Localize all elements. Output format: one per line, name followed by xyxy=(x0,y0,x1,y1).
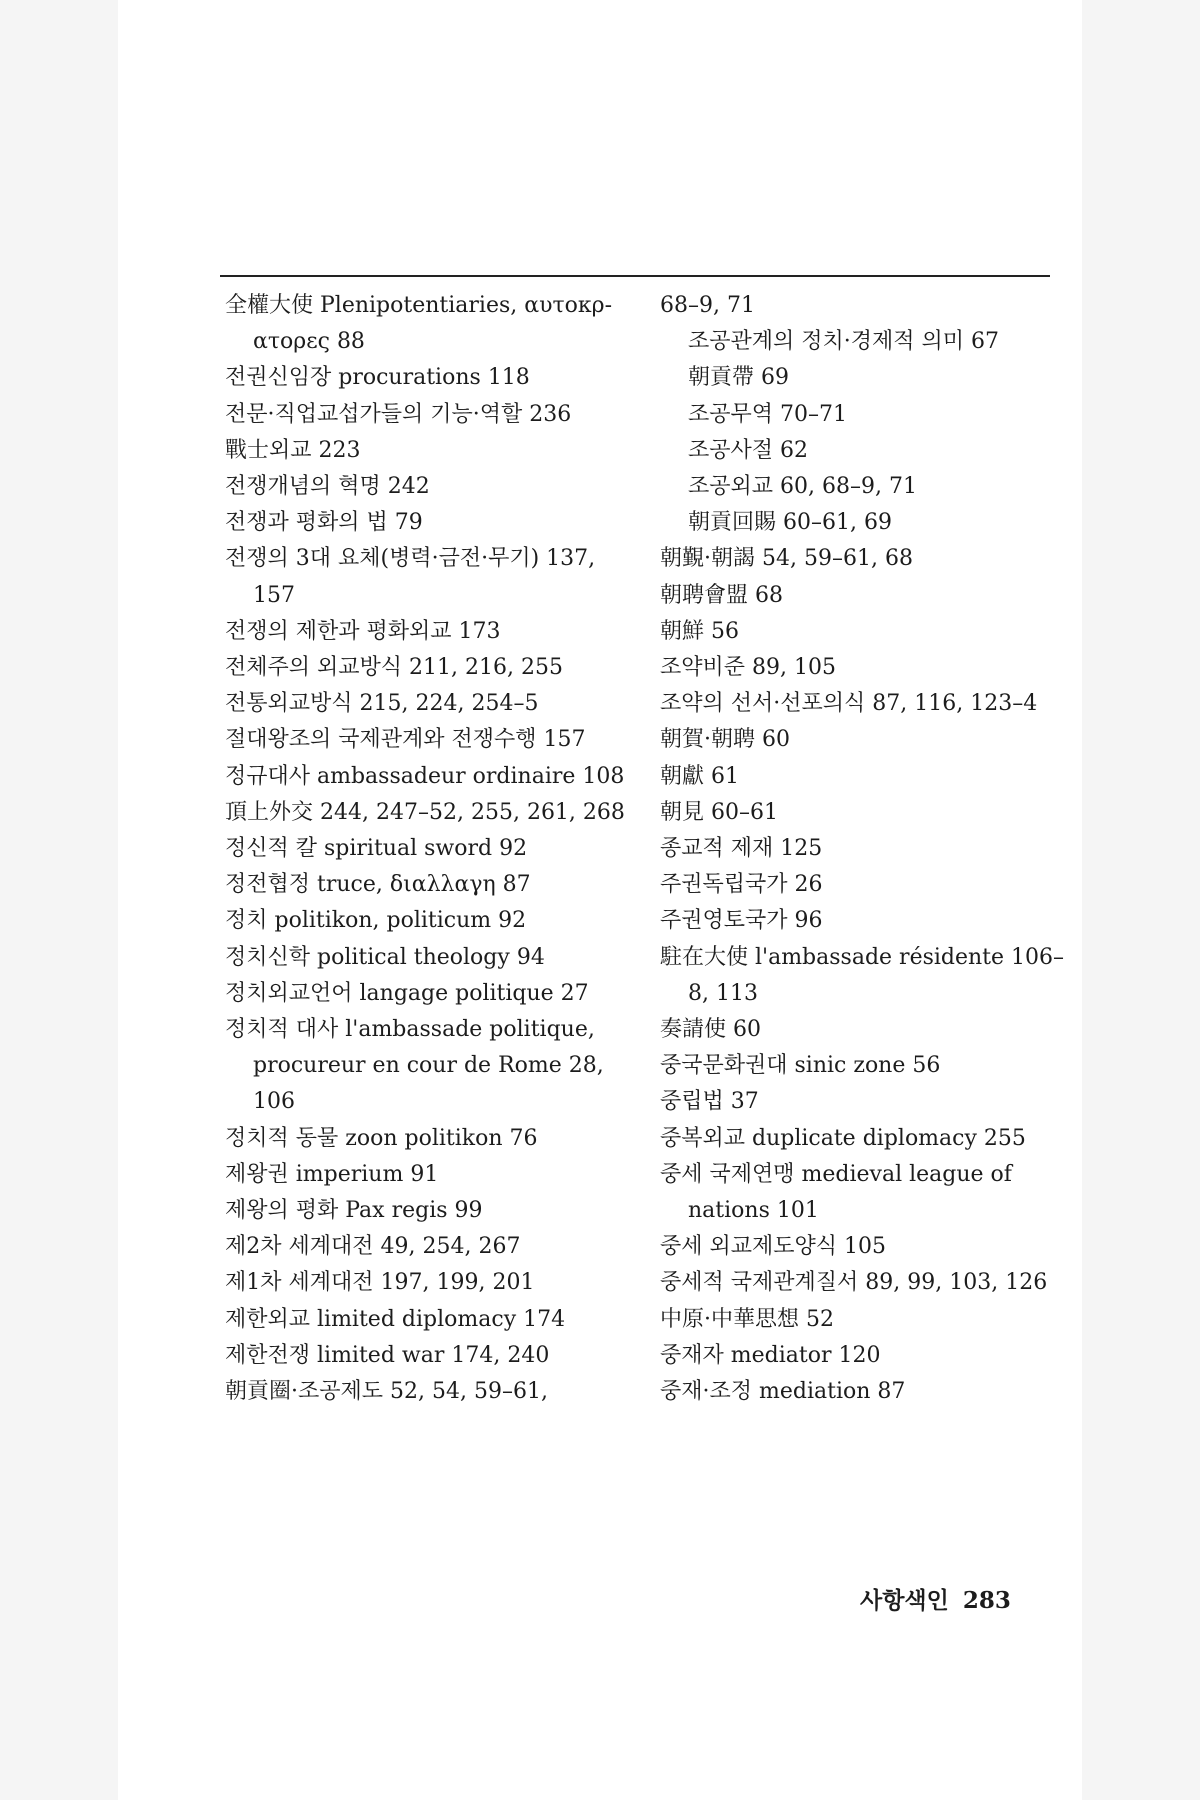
index-entry xyxy=(660,759,1080,795)
index-entry xyxy=(225,288,635,360)
index-term: 朝賀·朝聘 xyxy=(660,727,755,753)
index-term: 전쟁과 평화의 법 xyxy=(225,510,388,536)
index-pages: 125 xyxy=(780,836,823,862)
index-term: 奏請使 xyxy=(660,1017,727,1043)
index-entry xyxy=(225,831,635,867)
index-term: 주권독립국가 xyxy=(660,872,788,898)
index-term: 朝貢回賜 xyxy=(688,510,777,536)
index-entry xyxy=(660,541,1080,577)
index-term: 戰士외교 xyxy=(225,437,312,463)
index-entry xyxy=(225,940,635,976)
index-term: 제1차 세계대전 xyxy=(225,1270,374,1296)
index-pages: 61 xyxy=(711,763,740,789)
index-entry xyxy=(225,1193,635,1229)
index-pages: 101 xyxy=(776,1198,819,1224)
index-entry xyxy=(660,650,1080,686)
index-pages: 197, 199, 201 xyxy=(380,1270,535,1296)
index-entry xyxy=(225,360,635,396)
index-term: 中原·中華思想 xyxy=(660,1306,799,1332)
index-pages: 76 xyxy=(509,1125,538,1151)
index-entry xyxy=(660,469,1080,505)
index-entry xyxy=(225,1229,635,1265)
index-term: 중세적 국제관계질서 xyxy=(660,1270,859,1296)
index-pages: 37 xyxy=(730,1089,759,1115)
index-entry xyxy=(660,1121,1080,1157)
index-pages: 60, 68–9, 71 xyxy=(780,474,917,500)
index-term: 정치적 동물 zoon politikon xyxy=(225,1125,503,1151)
index-entry xyxy=(660,722,1080,758)
index-pages: 92 xyxy=(498,908,527,934)
index-term: 중국문화권대 sinic zone xyxy=(660,1053,906,1079)
index-entry xyxy=(660,1012,1080,1048)
index-pages: 70–71 xyxy=(780,401,848,427)
index-term: 제한전쟁 limited war xyxy=(225,1342,445,1368)
index-pages: 91 xyxy=(410,1161,439,1187)
index-entry xyxy=(660,1265,1080,1301)
index-entry xyxy=(225,903,635,939)
index-entry xyxy=(660,1374,1080,1410)
index-pages: 211, 216, 255 xyxy=(409,655,563,681)
index-pages: 26 xyxy=(794,872,823,898)
index-pages: 223 xyxy=(318,437,361,463)
index-pages: 67 xyxy=(971,329,1000,355)
index-pages: 27 xyxy=(560,980,589,1006)
index-pages: 96 xyxy=(794,908,823,934)
index-term: 정신적 칼 spiritual sword xyxy=(225,836,493,862)
index-pages: 242 xyxy=(387,474,430,500)
index-entry xyxy=(660,1302,1080,1338)
index-pages: 54, 59–61, 68 xyxy=(762,546,913,572)
index-term: 全權大使 Plenipotentiaries, αυτοκρ-ατορες xyxy=(225,293,613,355)
index-term: 제왕의 평화 Pax regis xyxy=(225,1198,448,1224)
index-pages: 87, 116, 123–4 xyxy=(872,691,1038,717)
index-pages: 87 xyxy=(877,1379,906,1405)
index-entry xyxy=(660,795,1080,831)
index-term: 정규대사 ambassadeur ordinaire xyxy=(225,763,576,789)
index-term: 중세 외교제도양식 xyxy=(660,1234,838,1260)
index-term: 조약의 선서·선포의식 xyxy=(660,691,866,717)
index-pages: 157 xyxy=(543,727,586,753)
index-entry xyxy=(660,505,1080,541)
index-pages: 99 xyxy=(454,1198,483,1224)
index-pages: 244, 247–52, 255, 261, 268 xyxy=(320,799,625,825)
index-pages: 105 xyxy=(844,1234,887,1260)
running-title: 사항색인 xyxy=(860,1587,949,1614)
index-entry xyxy=(660,1048,1080,1084)
index-pages: 60–61 xyxy=(711,799,779,825)
index-term: 정치외교언어 langage politique xyxy=(225,980,554,1006)
index-pages: 173 xyxy=(458,618,501,644)
index-entry xyxy=(660,1338,1080,1374)
index-pages: 255 xyxy=(983,1125,1026,1151)
index-term: 전쟁의 제한과 평화외교 xyxy=(225,618,452,644)
index-entry xyxy=(225,759,635,795)
index-pages: 52 xyxy=(806,1306,834,1332)
index-entry xyxy=(660,433,1080,469)
index-pages: 174 xyxy=(523,1306,566,1332)
index-pages: 79 xyxy=(394,510,423,536)
index-entry xyxy=(660,831,1080,867)
index-term: 조공사절 xyxy=(688,437,774,463)
index-pages: 49, 254, 267 xyxy=(380,1234,521,1260)
index-column-right xyxy=(660,288,1080,1410)
index-pages: 106–8, 113 xyxy=(688,944,1065,1006)
index-pages: 68 xyxy=(755,582,784,608)
index-pages: 236 xyxy=(529,401,572,427)
index-term: 朝鮮 xyxy=(660,618,705,644)
index-entry xyxy=(225,505,635,541)
index-pages: 137, 157 xyxy=(253,546,596,608)
index-entry xyxy=(225,1012,635,1121)
index-term: 절대왕조의 국제관계와 전쟁수행 xyxy=(225,727,537,753)
index-term: 조공외교 xyxy=(688,474,774,500)
index-pages: 94 xyxy=(516,944,545,970)
index-entry xyxy=(225,722,635,758)
index-entry xyxy=(660,360,1080,396)
index-entry xyxy=(225,1338,635,1374)
index-entry xyxy=(660,324,1080,360)
index-pages: 88 xyxy=(336,329,365,355)
index-entry xyxy=(225,1265,635,1301)
index-entry xyxy=(225,433,635,469)
index-term: 중재자 mediator xyxy=(660,1342,832,1368)
index-pages: 120 xyxy=(838,1342,881,1368)
index-term: 중재·조정 mediation xyxy=(660,1379,871,1405)
index-pages: 89, 99, 103, 126 xyxy=(865,1270,1048,1296)
index-term: 정치 politikon, politicum xyxy=(225,908,492,934)
index-entry xyxy=(225,1374,635,1410)
index-entry xyxy=(225,650,635,686)
page-footer xyxy=(860,1582,1011,1615)
index-term: 朝貢圈·조공제도 xyxy=(225,1379,384,1405)
index-entry xyxy=(660,1157,1080,1229)
index-term: 전쟁의 3대 요체(병력·금전·무기) xyxy=(225,546,540,572)
index-term: 중세 국제연맹 medieval league of nations xyxy=(660,1161,1012,1224)
index-pages: 56 xyxy=(912,1053,941,1079)
index-pages: 215, 224, 254–5 xyxy=(359,691,539,717)
index-pages: 69 xyxy=(761,365,790,391)
index-entry xyxy=(660,903,1080,939)
index-term: 朝聘會盟 xyxy=(660,582,749,608)
index-term: 전문·직업교섭가들의 기능·역할 xyxy=(225,401,523,427)
index-term: 정치신학 political theology xyxy=(225,944,510,970)
index-term: 종교적 제재 xyxy=(660,836,774,862)
index-pages: 52, 54, 59–61, xyxy=(390,1379,548,1405)
index-term: 조공무역 xyxy=(688,401,774,427)
index-entry xyxy=(225,686,635,722)
index-term: 駐在大使 l'ambassade résidente xyxy=(660,944,1005,970)
index-pages: 62 xyxy=(780,437,809,463)
index-entry xyxy=(225,867,635,903)
index-entry xyxy=(660,288,1080,324)
index-term: 朝見 xyxy=(660,799,705,825)
index-entry xyxy=(225,614,635,650)
index-term: 朝覲·朝謁 xyxy=(660,546,755,572)
index-entry xyxy=(660,614,1080,650)
index-entry xyxy=(225,1157,635,1193)
index-pages: 28, 106 xyxy=(253,1053,604,1115)
index-pages: 92 xyxy=(499,836,528,862)
index-entry xyxy=(660,578,1080,614)
top-rule xyxy=(220,275,1050,277)
index-pages: 174, 240 xyxy=(451,1342,550,1368)
index-pages: 68–9, 71 xyxy=(660,293,755,318)
index-entry xyxy=(660,686,1080,722)
index-entry xyxy=(225,1121,635,1157)
index-term: 朝獻 xyxy=(660,763,705,789)
index-term: 조약비준 xyxy=(660,655,746,681)
index-term: 전체주의 외교방식 xyxy=(225,655,403,681)
index-entry xyxy=(660,1229,1080,1265)
index-term: 朝貢帶 xyxy=(688,365,755,391)
index-entry xyxy=(660,867,1080,903)
index-term: 정치적 대사 l'ambassade politique, procureur en cour de Rome xyxy=(225,1017,595,1079)
index-pages: 60 xyxy=(733,1017,762,1043)
index-pages: 87 xyxy=(502,872,531,898)
index-entry xyxy=(660,397,1080,433)
page-number: 283 xyxy=(962,1587,1011,1614)
index-term: 중립법 xyxy=(660,1089,724,1115)
index-term: 전쟁개념의 혁명 xyxy=(225,474,381,500)
index-term: 주권영토국가 xyxy=(660,908,788,934)
index-pages: 118 xyxy=(487,365,530,391)
index-term: 중복외교 duplicate diplomacy xyxy=(660,1125,977,1151)
index-entry xyxy=(225,469,635,505)
index-entry xyxy=(225,541,635,613)
index-term: 제한외교 limited diplomacy xyxy=(225,1306,517,1332)
index-pages: 56 xyxy=(711,618,740,644)
index-pages: 60 xyxy=(762,727,790,753)
index-term: 전권신임장 procurations xyxy=(225,365,481,391)
index-pages: 89, 105 xyxy=(752,655,836,681)
index-entry xyxy=(225,397,635,433)
index-entry xyxy=(660,1084,1080,1120)
index-term: 정전협정 truce, διαλλαγη xyxy=(225,872,496,898)
index-pages: 108 xyxy=(582,763,625,789)
index-entry xyxy=(225,1302,635,1338)
index-term: 전통외교방식 xyxy=(225,691,353,717)
index-pages: 60–61, 69 xyxy=(783,510,892,536)
index-column-left xyxy=(225,288,635,1410)
index-term: 제2차 세계대전 xyxy=(225,1234,374,1260)
index-entry xyxy=(225,795,635,831)
index-term: 조공관계의 정치·경제적 의미 xyxy=(688,329,965,355)
index-entry xyxy=(660,940,1080,1012)
index-term: 제왕권 imperium xyxy=(225,1161,404,1187)
index-term: 頂上外交 xyxy=(225,799,314,825)
index-entry xyxy=(225,976,635,1012)
